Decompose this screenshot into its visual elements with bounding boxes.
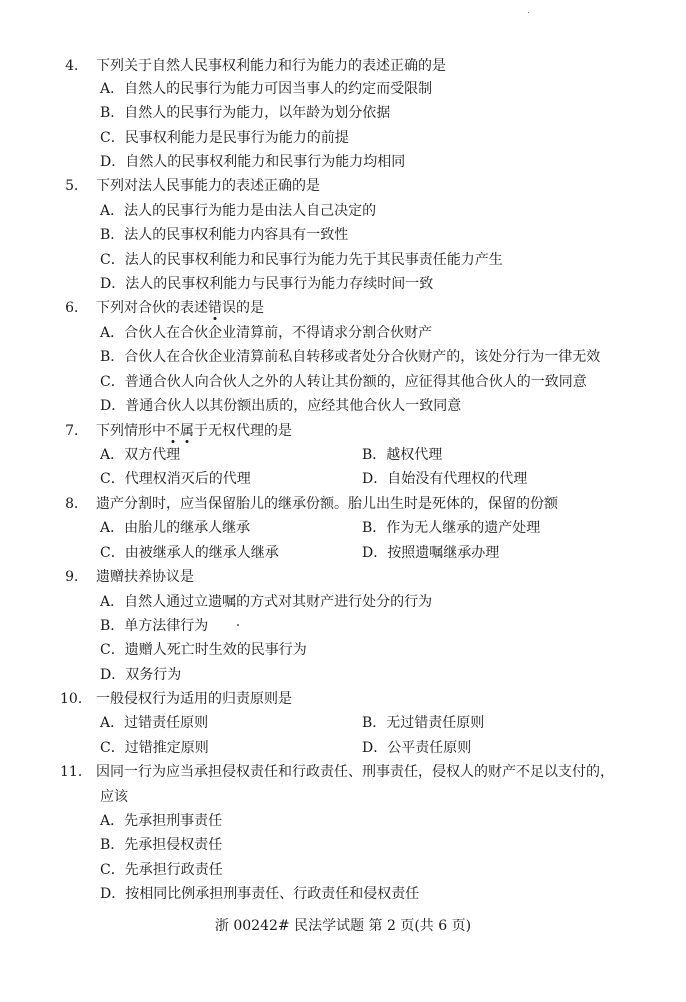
- option-b: B．合伙人在合伙企业清算前私自转移或者处分合伙财产的，该处分行为一律无效: [100, 349, 601, 365]
- question-number: 10．: [60, 691, 92, 707]
- emphasis-char: 错: [208, 300, 222, 316]
- scan-speck: [237, 624, 239, 626]
- option-d: D．按照遗嘱继承办理: [362, 545, 500, 561]
- option-a: A．自然人的民事行为能力可因当事人的约定而受限制: [100, 81, 433, 97]
- page-footer: 浙 00242# 民法学试题 第 2 页(共 6 页): [214, 918, 472, 934]
- question-stem-continued: 应该: [100, 789, 128, 805]
- question-stem: 下列对法人民事能力的表述正确的是: [96, 178, 320, 194]
- option-a: A．自然人通过立遗嘱的方式对其财产进行处分的行为: [100, 594, 433, 610]
- question-number: 8．: [65, 496, 88, 512]
- option-c: C．代理权消灭后的代理: [100, 471, 251, 487]
- option-d: D．普通合伙人以其份额出质的，应经其他合伙人一致同意: [100, 398, 462, 414]
- stem-text: 的是: [236, 300, 264, 316]
- stem-text: 于无权代理的是: [194, 423, 292, 439]
- option-a: A．由胎儿的继承人继承: [100, 520, 251, 536]
- question-number: 6．: [65, 300, 88, 316]
- question-stem: 下列关于自然人民事权利能力和行为能力的表述正确的是: [96, 58, 446, 74]
- option-d: D．自始没有代理权的代理: [362, 471, 528, 487]
- question-stem: 因同一行为应当承担侵权责任和行政责任、刑事责任，侵权人的财产不足以支付的，: [96, 764, 614, 780]
- option-a: A．过错责任原则: [100, 715, 209, 731]
- option-c: C．民事权利能力是民事行为能力的前提: [100, 130, 349, 146]
- option-c: C．普通合伙人向合伙人之外的人转让其份额的，应征得其他合伙人的一致同意: [100, 374, 587, 390]
- question-stem: [96, 421, 292, 441]
- question-number: 5．: [65, 178, 88, 194]
- option-b: B．作为无人继承的遗产处理: [362, 520, 541, 536]
- emphasis-char: 属: [180, 423, 194, 439]
- option-d: D．自然人的民事权利能力和民事行为能力均相同: [100, 154, 406, 170]
- stem-text: 下列对合伙的表述: [96, 300, 208, 316]
- question-number: 4．: [65, 58, 88, 74]
- option-d: D．公平责任原则: [362, 740, 472, 756]
- stem-text: 下列情形中: [96, 423, 166, 439]
- option-b: B．越权代理: [362, 447, 443, 463]
- option-a: A．合伙人在合伙企业清算前，不得请求分割合伙财产: [100, 325, 433, 341]
- option-d: D．双务行为: [100, 667, 182, 683]
- option-c: C．遗赠人死亡时生效的民事行为: [100, 642, 307, 658]
- option-a: A．双方代理: [100, 447, 181, 463]
- option-b: B．法人的民事权利能力内容具有一致性: [100, 227, 349, 243]
- scan-speck: [528, 12, 529, 13]
- option-b: B．自然人的民事行为能力，以年龄为划分依据: [100, 105, 391, 121]
- option-b: B．无过错责任原则: [362, 715, 485, 731]
- question-stem: [96, 298, 264, 318]
- question-number: 7．: [65, 423, 88, 439]
- option-d: D．按相同比例承担刑事责任、行政责任和侵权责任: [100, 886, 420, 902]
- option-b: B．先承担侵权责任: [100, 837, 223, 853]
- option-c: C．由被继承人的继承人继承: [100, 545, 279, 561]
- emphasis-char: 不: [166, 423, 180, 439]
- option-b: B．单方法律行为: [100, 618, 209, 634]
- question-stem: 遗赠扶养协议是: [96, 569, 194, 585]
- option-a: A．先承担刑事责任: [100, 813, 223, 829]
- option-d: D．法人的民事权利能力与民事行为能力存续时间一致: [100, 276, 434, 292]
- question-number: 11．: [60, 764, 92, 780]
- question-stem: 遗产分割时，应当保留胎儿的继承份额。胎儿出生时是死体的，保留的份额: [96, 496, 558, 512]
- option-c: C．先承担行政责任: [100, 862, 223, 878]
- option-a: A．法人的民事行为能力是由法人自己决定的: [100, 203, 377, 219]
- emphasis-char: 误: [222, 300, 236, 316]
- question-number: 9．: [65, 569, 88, 585]
- option-c: C．过错推定原则: [100, 740, 209, 756]
- option-c: C．法人的民事权利能力和民事行为能力先于其民事责任能力产生: [100, 252, 503, 268]
- question-stem: 一般侵权行为适用的归责原则是: [96, 691, 292, 707]
